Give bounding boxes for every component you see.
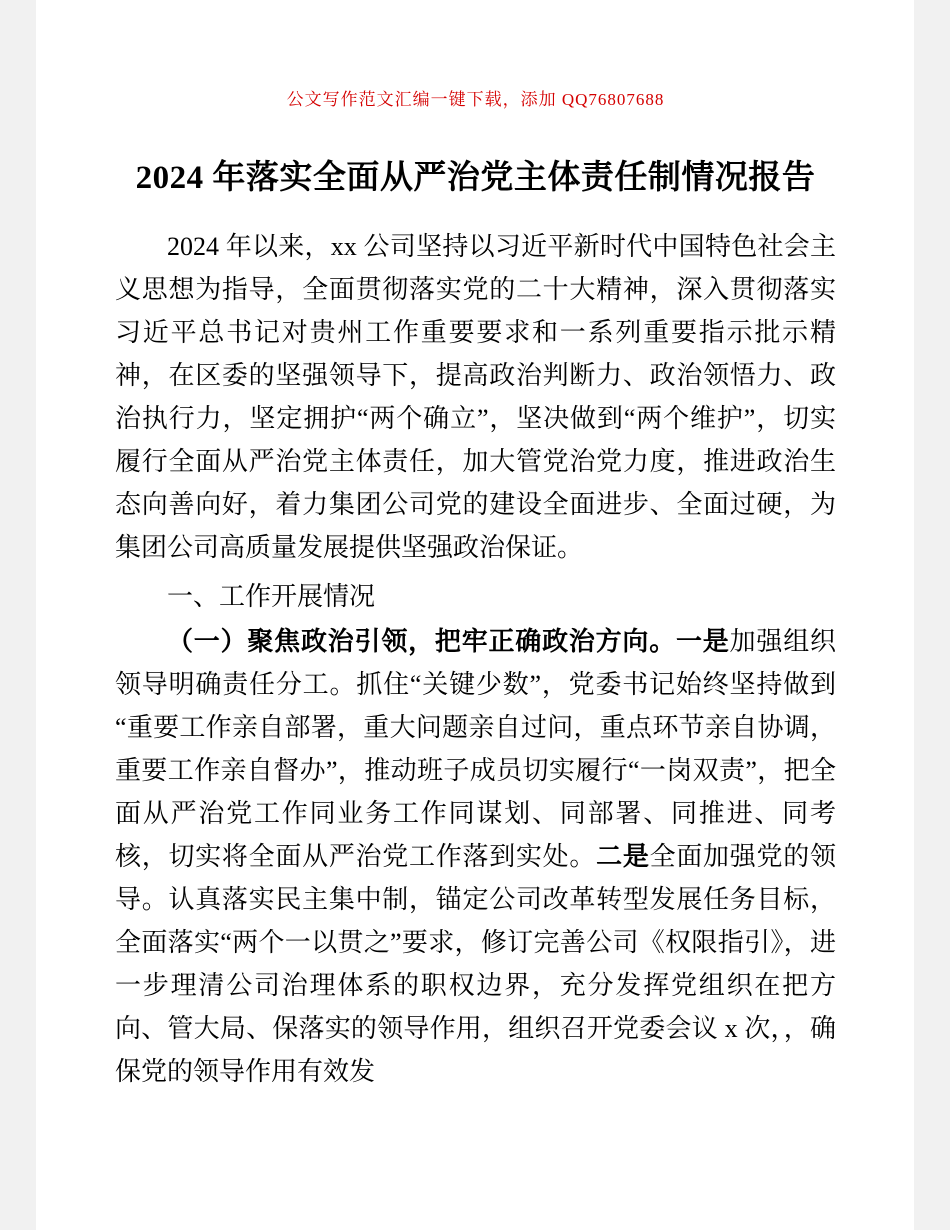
section-heading [115, 575, 836, 618]
text-run: 全面加强党的领导。认真落实民主集中制，锚定公司改革转型发展任务目标，全面落实“两个一以贯之”要求，修订完善公司《权限指引》，进一步理清公司治理体系的职权边界，充分发挥党组织在把方向、管大局、保落实的领导作用，组织召开党委会议 x 次，，确保党的领导作用有效发 [115, 842, 836, 1086]
document-page [36, 0, 914, 1230]
paragraph [115, 620, 836, 1093]
text-run-bold: （一）聚焦政治引领，把牢正确政治方向。一是 [167, 627, 730, 656]
document-body [115, 225, 836, 1093]
text-run-bold: 二是 [596, 842, 650, 871]
right-page-margin [914, 0, 950, 1230]
document-title: 2024 年落实全面从严治党主体责任制情况报告 [135, 160, 816, 196]
left-page-margin [0, 0, 36, 1230]
text-run: 2024 年以来，xx 公司坚持以习近平新时代中国特色社会主义思想为指导，全面贯彻落实党的二十大精神，深入贯彻落实习近平总书记对贵州工作重要要求和一系列重要指示批示精神，在区委的坚强领导下，提高政治判断力、政治领悟力、政治执行力，坚定拥护“两个确立”，坚决做到“两个维护”，切实履行全面从严治党主体责任，加大管党治党力度，推进政治生态向善向好，着力集团公司党的建设全面进步、全面过硬，为集团公司高质量发展提供坚强政治保证。 [115, 232, 836, 562]
promo-banner: 公文写作范文汇编一键下载，添加 QQ76807688 [286, 90, 665, 109]
text-run: 一、工作开展情况 [167, 582, 376, 611]
text-run: 加强组织领导明确责任分工。抓住“关键少数”，党委书记始终坚持做到“重要工作亲自部署，重大问题亲自过问，重点环节亲自协调，重要工作亲自督办”，推动班子成员切实履行“一岗双责”，把全面从严治党工作同业务工作同谋划、同部署、同推进、同考核，切实将全面从严治党工作落到实处。 [115, 627, 836, 871]
paragraph [115, 225, 836, 569]
